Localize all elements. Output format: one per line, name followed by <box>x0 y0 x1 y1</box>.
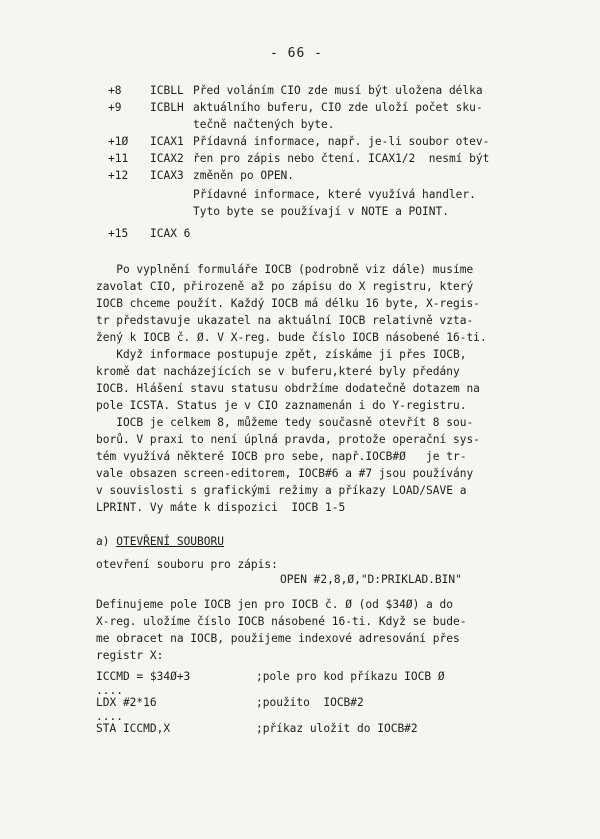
text-line: v souvislosti s grafickými režimy a příkazy LOAD/SAVE a <box>96 484 467 497</box>
open-command: OPEN #2,8,Ø,"D:PRIKLAD.BIN" <box>280 573 462 586</box>
text-line: kromě dat nacházejících se v buferu,které byly předány <box>96 365 460 378</box>
text-line: Když informace postupuje zpět, získáme ji přes IOCB, <box>96 348 467 361</box>
text-line: pole ICSTA. Status je v CIO zaznamenán i do Y-registru. <box>96 399 467 412</box>
document-page: - 66 - +8 ICBLL Před voláním CIO zde musí být uložena délka +9 ICBLH aktuálního buferu, CIO zde uloží počet sku- tečně načtených byte. +1Ø ICAX1 Přídavná informace, např. je-li soubor otev- +11 ICAX2 řen pro zápis nebo čtení. ICAX1/2 nesmí být +12 ICAX3 změněn po OPEN. Přídavné informace, které využívá handler. Tyto byte se používají v NOTE a POINT. +15 ICAX 6 Po vyplnění formuláře IOCB (podrobně viz dále) musíme zavolat CIO, přirozeně až po zápisu do X registru, který IOCB chceme použít. Každý IOCB má délku 16 byte, X-regis- tr představuje ukazatel na aktuální IOCB relativně vzta- žený k IOCB č. Ø. V X-reg. bude číslo IOCB násobené 16-ti. Když informace postupuje zpět, získáme ji přes IOCB, kromě dat nacházejících se v buferu,které byly předány IOCB. Hlášení stavu statusu obdržíme dodatečně dotazem na pole ICSTA. Status je v CIO zaznamenán i do Y-registru. IOCB je celkem 8, můžeme tedy současně otevřít 8 sou- borů. V praxi to není úplná pravda, protože operační sys- tém využívá některé IOCB pro sebe, např.IOCB#Ø je tr- vale obsazen screen-editorem, IOCB#6 a #7 jsou používány v souvislosti s grafickými režimy a příkazy LOAD/SAVE a LPRINT. Vy máte k dispozici IOCB 1-5 a) OTEVŘENÍ SOUBORU otevření souboru pro zápis: OPEN #2,8,Ø,"D:PRIKLAD.BIN" Definujeme pole IOCB jen pro IOCB č. Ø (od $34Ø) a do X-reg. uložíme číslo IOCB násobené 16-ti. Když se bude- me obracet na IOCB, použijeme indexové adresování přes registr X: ICCMD = $34Ø+3 ;pole pro kod příkazu IOCB Ø .... LDX #2*16 ;použito IOCB#2 .... STA ICCMD,X ;příkaz uložit do IOCB#2 <box>96 46 490 735</box>
section-title: OTEVŘENÍ SOUBORU <box>116 535 224 548</box>
text-line: registr X: <box>96 649 164 662</box>
text-line: žený k IOCB č. Ø. V X-reg. bude číslo IOCB násobené 16-ti. <box>96 331 487 344</box>
text-line: borů. V praxi to není úplná pravda, protože operační sys- <box>96 433 480 446</box>
text-line: tr představuje ukazatel na aktuální IOCB relativně vzta- <box>96 314 474 327</box>
section-heading: a) OTEVŘENÍ SOUBORU <box>96 535 224 548</box>
page-number: - 66 - <box>270 46 323 61</box>
text-line: tém využívá některé IOCB pro sebe, např.IOCB#Ø je tr- <box>96 450 467 463</box>
text-line: IOCB chceme použít. Každý IOCB má délku 16 byte, X-regis- <box>96 297 480 310</box>
open-label: otevření souboru pro zápis: <box>96 558 278 571</box>
text-line: me obracet na IOCB, použijeme indexové adresování přes <box>96 632 460 645</box>
text-line: LPRINT. Vy máte k dispozici IOCB 1-5 <box>96 501 346 514</box>
text-line: vale obsazen screen-editorem, IOCB#6 a #7 jsou používány <box>96 467 474 480</box>
text-line: Po vyplnění formuláře IOCB (podrobně viz dále) musíme <box>96 263 474 276</box>
text-line: zavolat CIO, přirozeně až po zápisu do X registru, který <box>96 280 474 293</box>
text-line: IOCB. Hlášení stavu statusu obdržíme dodatečně dotazem na <box>96 382 480 395</box>
text-line: IOCB je celkem 8, můžeme tedy současně otevřít 8 sou- <box>96 416 474 429</box>
text-line: X-reg. uložíme číslo IOCB násobené 16-ti. Když se bude- <box>96 615 467 628</box>
text-line: Definujeme pole IOCB jen pro IOCB č. Ø (od $34Ø) a do <box>96 598 453 611</box>
